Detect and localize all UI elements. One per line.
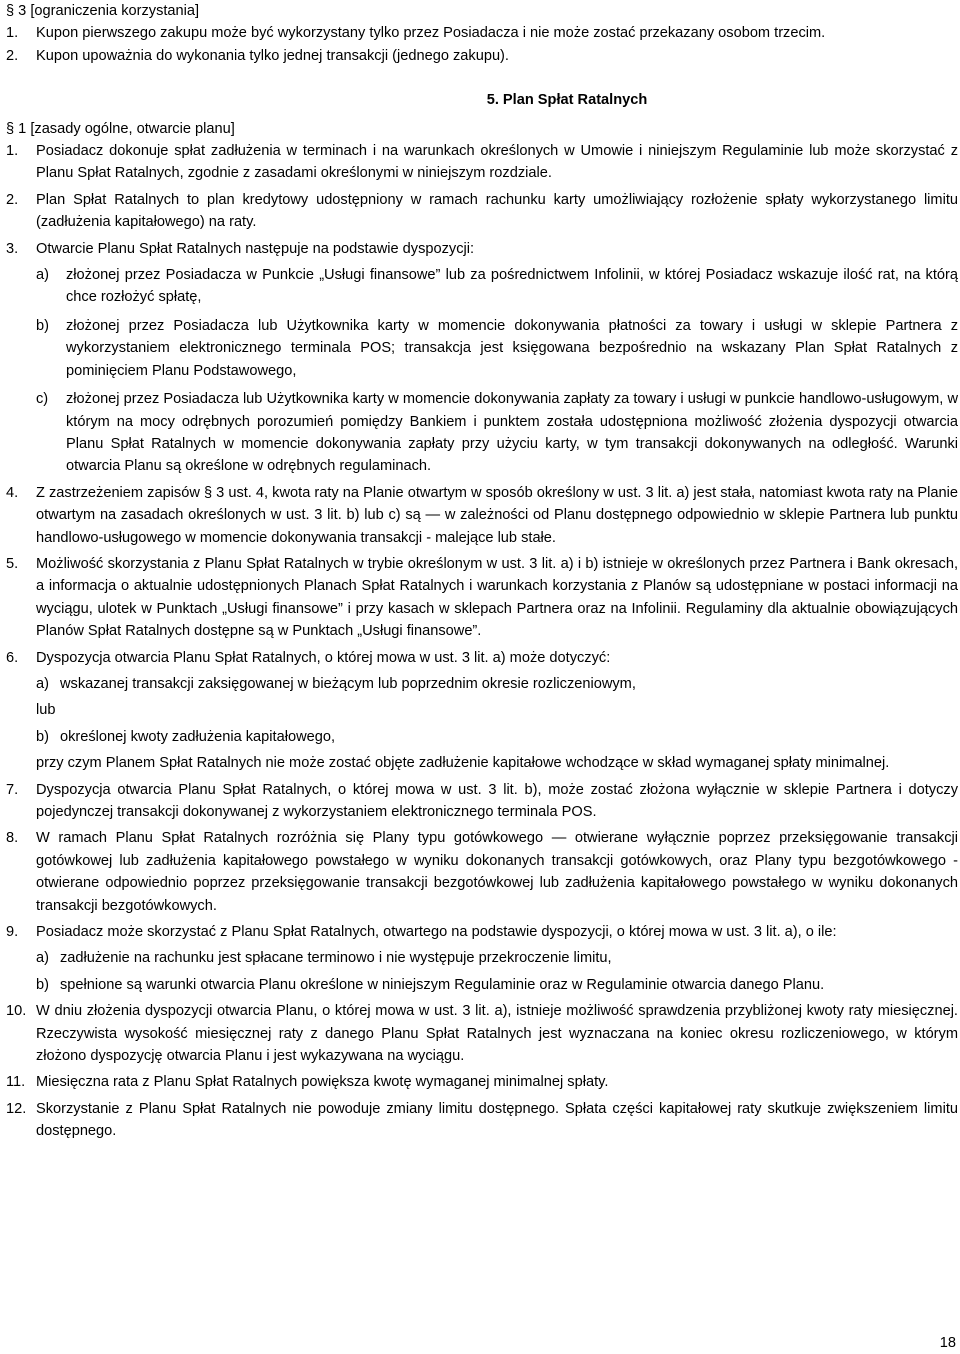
sub-text: określonej kwoty zadłużenia kapitałowego,	[60, 728, 336, 745]
s1-item-3-c	[36, 388, 958, 478]
item-text: Plan Spłat Ratalnych to plan kredytowy udostępniony w ramach rachunku karty umożliwiający rozłożenie spłaty wykorzystanego limitu (zadłużenia kapitałowego) na raty.	[36, 191, 958, 231]
item-text: Kupon pierwszego zakupu może być wykorzystany tylko przez Posiadacza i nie może zostać przekazany osobom trzecim.	[36, 25, 826, 42]
item-number: 12.	[6, 1100, 27, 1117]
item-text: W ramach Planu Spłat Ratalnych rozróżnia się Plany typu gotówkowego — otwierane wyłącznie poprzez przeksięgowanie transakcji gotówkowej lub zadłużenia kapitałowego powstałego w wyniku dokonanych transakcji gotówkowych, oraz Plany typu bezgotówkowego - otwierane odpowiednio poprzez przeksięgowanie transakcji bezgotówkowej lub zadłużenia kapitałowego powstałego w wyniku dokonanych transakcji bezgotówkowych.	[36, 830, 958, 914]
s3-item-2	[6, 45, 958, 67]
item-number: 9.	[6, 924, 19, 941]
item-number: 11.	[6, 1074, 26, 1091]
sub-letter: a)	[36, 675, 49, 692]
item-text: Posiadacz dokonuje spłat zadłużenia w terminach i na warunkach określonych w Umowie i niniejszym Regulaminie lub może skorzystać z Planu Spłat Ratalnych, zgodnie z zasadami określonymi w niniejszym rozdziale.	[36, 143, 958, 182]
s1-item-2	[6, 189, 958, 234]
item-text: Skorzystanie z Planu Spłat Ratalnych nie powoduje zmiany limitu dostępnego. Spłata części kapitałowej raty skutkuje zwiększeniem limitu dostępnego.	[36, 1100, 958, 1140]
s1-item-6-tail: przy czym Planem Spłat Ratalnych nie może zostać objęte zadłużenie kapitałowe wchodzące w skład wymaganej spłaty minimalnej.	[36, 755, 890, 772]
sub-letter: b)	[36, 728, 49, 745]
item-text: Dyspozycja otwarcia Planu Spłat Ratalnych, o której mowa w ust. 3 lit. b), może zostać złożona wyłącznie w sklepie Partnera i dotyczy pojedynczej transakcji dokonywanej z wykorzystaniem elektronicznego terminala POS.	[36, 781, 958, 820]
section-3-heading: § 3 [ograniczenia korzystania]	[6, 3, 200, 19]
item-number: 7.	[6, 781, 19, 798]
item-number: 2.	[6, 191, 19, 208]
item-number: 5.	[6, 555, 19, 572]
item-number: 2.	[6, 47, 19, 64]
s1-item-7	[6, 779, 958, 824]
item-number: 1.	[6, 25, 19, 42]
item-text: Kupon upoważnia do wykonania tylko jednej transakcji (jednego zakupu).	[36, 47, 509, 64]
sub-text: złożonej przez Posiadacza w Punkcie „Usługi finansowe” lub za pośrednictwem Infolinii, w której Posiadacz wskazuje ilość rat, na którą chce rozłożyć spłatę,	[66, 267, 958, 306]
s1-item-6-b	[36, 726, 958, 748]
item-text: Z zastrzeżeniem zapisów § 3 ust. 4, kwota raty na Planie otwartym w sposób określony w ust. 3 lit. a) jest stała, natomiast kwota raty na Planie otwartym na zasadach określonych w ust. 3 lit. b) lub c) są — w zależności od Planu dostępnego odpowiednio w sklepie Partnera lub punktu handlowo-usługowego w momencie dokonywania transakcji - malejące lub stałe.	[36, 484, 958, 546]
s1-item-6-a	[36, 673, 958, 695]
item-text: Dyspozycja otwarcia Planu Spłat Ratalnych, o której mowa w ust. 3 lit. a) może dotyczyć:	[36, 649, 611, 666]
document-page	[6, 0, 958, 1143]
sub-text: złożonej przez Posiadacza lub Użytkownika karty w momencie dokonywania zapłaty za towary i usługi w punkcie handlowo-usługowym, w którym na mocy odrębnych porozumień pomiędzy Bankiem i punktem została udostępniona możliwość złożenia dyspozycji otwarcia Planu Spłat Ratalnych w momencie dokonywania zapłaty przy użyciu karty, w tym transakcji dokonywanych na odległość. Warunki otwarcia Planu są określone w odrębnych regulaminach.	[66, 391, 958, 475]
sub-letter: b)	[36, 317, 49, 334]
sub-letter: c)	[36, 391, 49, 408]
sub-text: zadłużenie na rachunku jest spłacane terminowo i nie występuje przekroczenie limitu,	[60, 950, 612, 967]
s1-item-9-a	[36, 947, 958, 969]
s1-item-10	[6, 1000, 958, 1067]
sub-text: wskazanej transakcji zaksięgowanej w bieżącym lub poprzednim okresie rozliczeniowym,	[60, 675, 636, 692]
s1-item-1	[6, 140, 958, 185]
item-number: 10.	[6, 1003, 27, 1020]
s1-item-8	[6, 827, 958, 917]
s1-item-3-b	[36, 315, 958, 382]
item-number: 3.	[6, 240, 19, 257]
item-text: Miesięczna rata z Planu Spłat Ratalnych powiększa kwotę wymaganej minimalnej spłaty.	[36, 1074, 609, 1091]
s1-item-9-b	[36, 974, 958, 996]
page-number: 18	[939, 1335, 956, 1351]
s1-item-4	[6, 482, 958, 549]
item-text: W dniu złożenia dyspozycji otwarcia Planu, o której mowa w ust. 3 lit. a), istnieje możliwość sprawdzenia przybliżonej kwoty raty miesięcznej. Rzeczywista wysokość miesięcznej raty z danego Planu Spłat Ratalnych jest wyznaczana na koniec okresu rozliczeniowego, w którym złożono dyspozycję otwarcia Planu i jest wykazywana na wyciągu.	[36, 1003, 958, 1065]
item-number: 1.	[6, 143, 19, 160]
s1-item-11	[6, 1071, 958, 1093]
section-1-heading: § 1 [zasady ogólne, otwarcie planu]	[6, 120, 235, 137]
item-text: Możliwość skorzystania z Planu Spłat Ratalnych w trybie określonym w ust. 3 lit. a) i b) istnieje w określonych przez Partnera i Bank okresach, a informacja o aktualnie udostępnionych Planach Spłat Ratalnych i warunkach korzystania z Planów są udostępniane w postaci informacji na wyciągu, ulotek w Punktach „Usługi finansowe” i przy kasach w sklepach Partnera oraz na Infolinii. Regulaminy dla aktualnie obowiązujących Planów Spłat Ratalnych dostępne są w Punktach „Usługi finansowe”.	[36, 555, 958, 640]
sub-letter: a)	[36, 267, 49, 284]
s3-item-1	[6, 22, 958, 44]
item-text: Posiadacz może skorzystać z Planu Spłat Ratalnych, otwartego na podstawie dyspozycji, o której mowa w ust. 3 lit. a), o ile:	[36, 924, 837, 941]
s1-item-6-or: lub	[36, 702, 56, 719]
s1-item-6	[6, 647, 958, 669]
s1-item-5	[6, 553, 958, 643]
s1-item-12	[6, 1098, 958, 1143]
item-number: 4.	[6, 484, 19, 501]
item-text: Otwarcie Planu Spłat Ratalnych następuje na podstawie dyspozycji:	[36, 240, 475, 257]
sub-letter: b)	[36, 976, 49, 993]
s1-item-3-a	[36, 264, 958, 309]
s1-item-9	[6, 921, 958, 943]
item-number: 8.	[6, 830, 19, 847]
sub-text: spełnione są warunki otwarcia Planu określone w niniejszym Regulaminie oraz w Regulaminie otwarcia danego Planu.	[60, 976, 825, 993]
item-number: 6.	[6, 649, 19, 666]
sub-text: złożonej przez Posiadacza lub Użytkownika karty w momencie dokonywania płatności za towary i usługi w sklepie Partnera z wykorzystaniem elektronicznego terminala POS; transakcja jest księgowana bezpośrednio na wskazany Plan Spłat Ratalnych z pominięciem Planu Podstawowego,	[66, 317, 958, 379]
chapter-title: 5. Plan Spłat Ratalnych	[486, 92, 648, 109]
sub-letter: a)	[36, 950, 49, 967]
s1-item-3	[6, 238, 958, 260]
